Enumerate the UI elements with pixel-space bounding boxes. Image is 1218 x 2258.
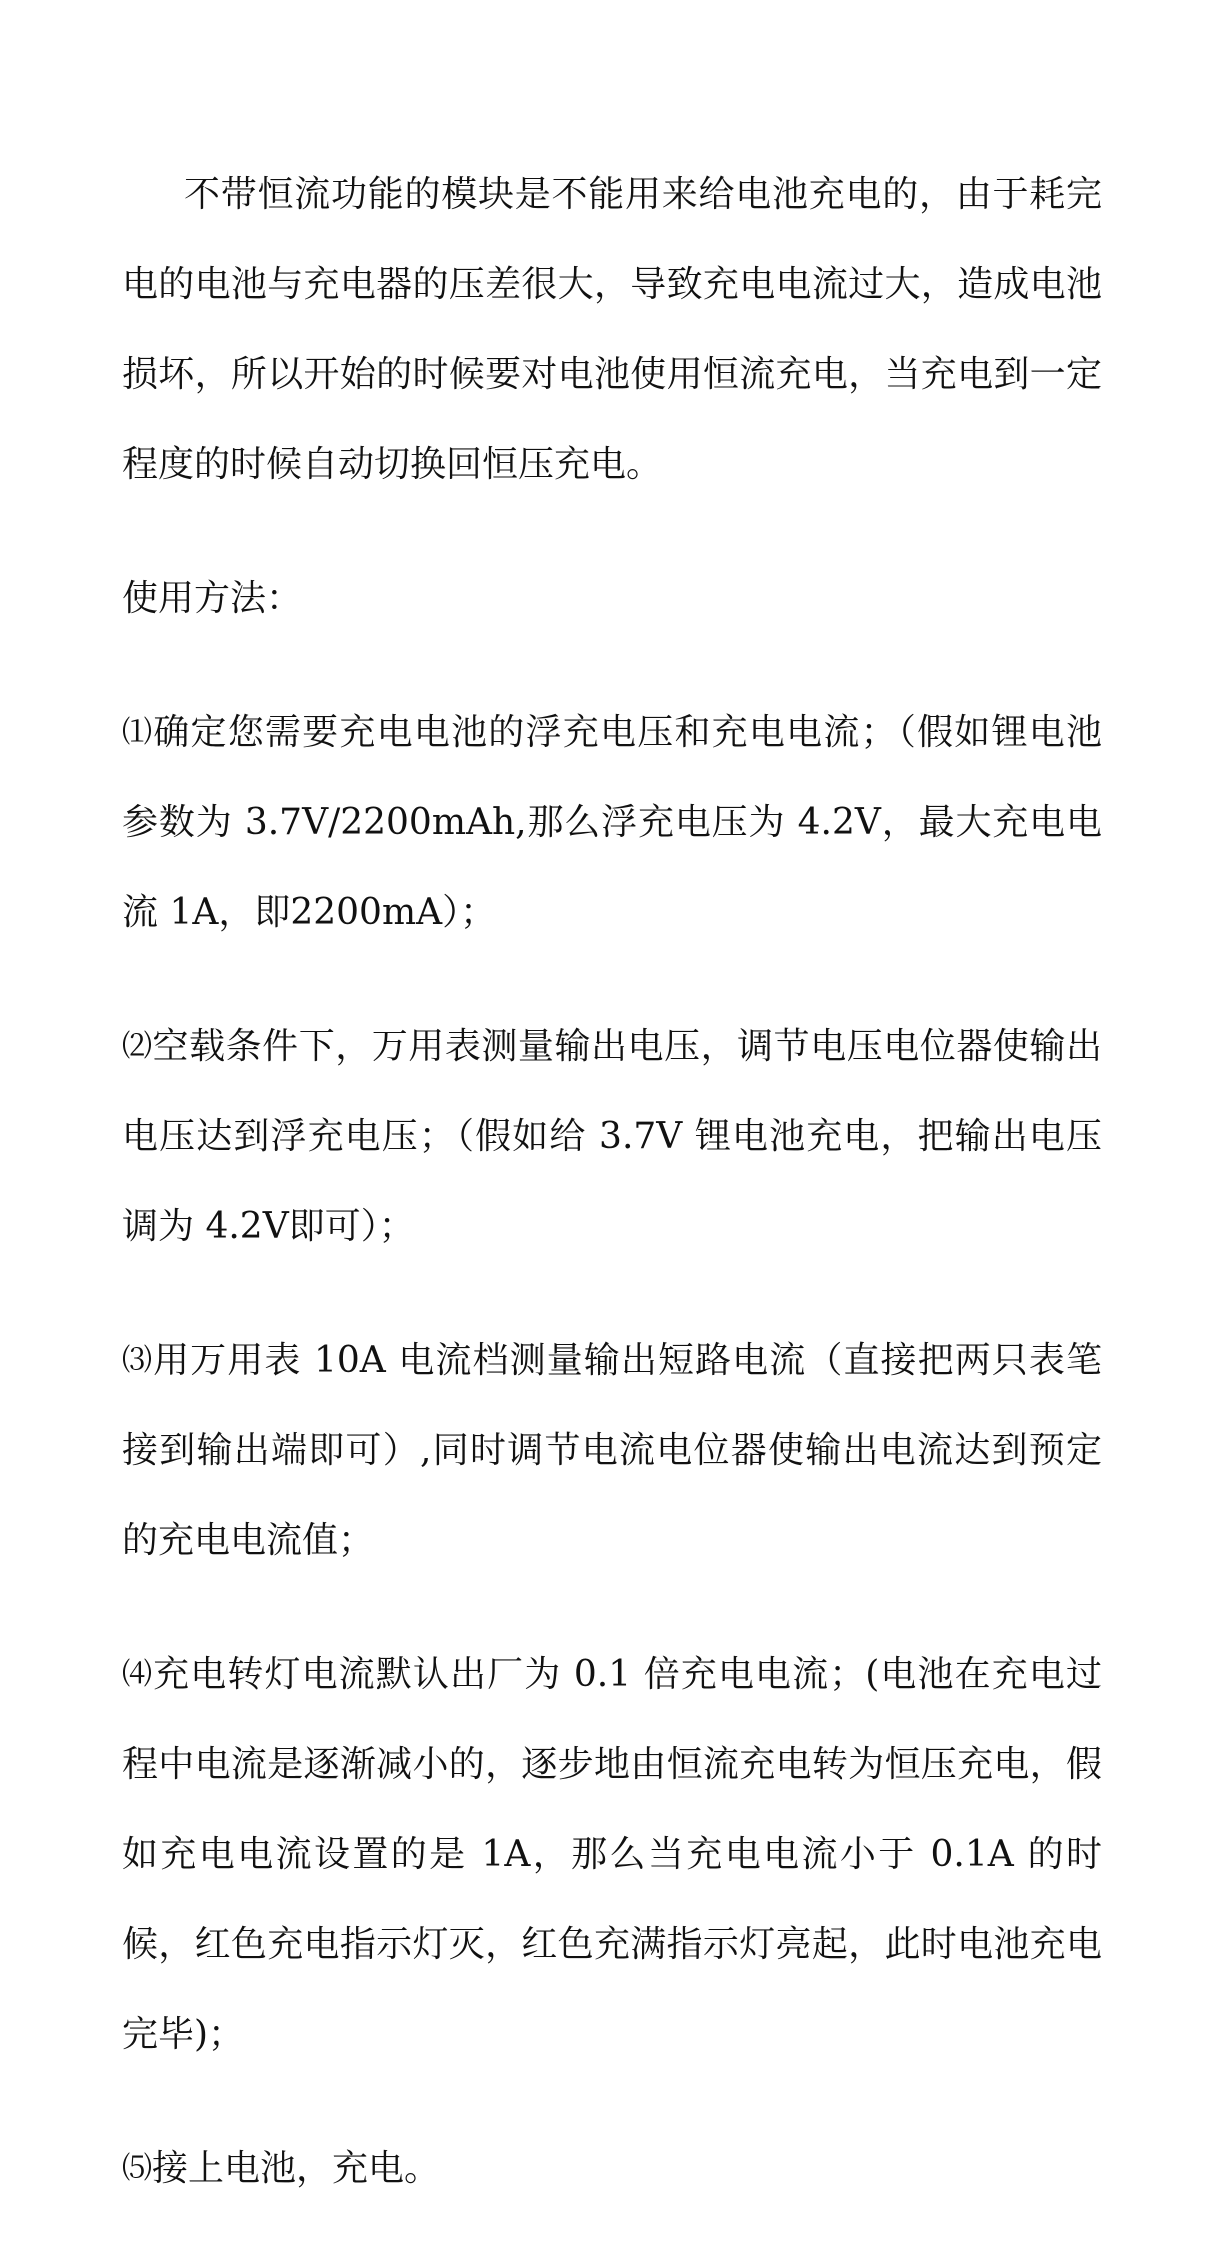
intro-paragraph: 不带恒流功能的模块是不能用来给电池充电的，由于耗完电的电池与充电器的压差很大，导致充电电流过大，造成电池损坏，所以开始的时候要对电池使用恒流充电，当充电到一定程度的时候自动切换回恒压充电。 <box>122 174 1102 485</box>
step-1-text: 确定您需要充电电池的浮充电压和充电电流；（假如锂电池参数为 3.7V/2200mAh,那么浮充电压为 4.2V，最大充电电流 1A，即2200mA）； <box>122 712 1102 933</box>
step-2 <box>122 1002 1102 1272</box>
step-5 <box>122 2124 1102 2214</box>
document-body <box>122 150 1102 2258</box>
step-1-marker: ⑴ <box>122 715 152 750</box>
step-2-text: 空载条件下，万用表测量输出电压，调节电压电位器使输出电压达到浮充电压；（假如给 3.7V 锂电池充电，把输出电压调为 4.2V即可）； <box>122 1026 1102 1247</box>
step-4-text: 充电转灯电流默认出厂为 0.1 倍充电电流；(电池在充电过程中电流是逐渐减小的，逐步地由恒流充电转为恒压充电，假如充电电流设置的是 1A，那么当充电电流小于 0.1A 的时候，红色充电指示灯灭，红色充满指示灯亮起，此时电池充电完毕)； <box>122 1654 1102 2055</box>
step-4 <box>122 1630 1102 2080</box>
step-3-text: 用万用表 10A 电流档测量输出短路电流（直接把两只表笔接到输出端即可）,同时调节电流电位器使输出电流达到预定的充电电流值； <box>122 1340 1102 1561</box>
usage-heading: 使用方法： <box>122 578 303 619</box>
step-2-marker: ⑵ <box>122 1029 152 1064</box>
step-5-text: 接上电池，充电。 <box>152 2148 441 2189</box>
step-1 <box>122 688 1102 958</box>
step-5-marker: ⑸ <box>122 2151 152 2186</box>
step-4-marker: ⑷ <box>122 1657 152 1692</box>
step-3-marker: ⑶ <box>122 1343 152 1378</box>
step-3 <box>122 1316 1102 1586</box>
